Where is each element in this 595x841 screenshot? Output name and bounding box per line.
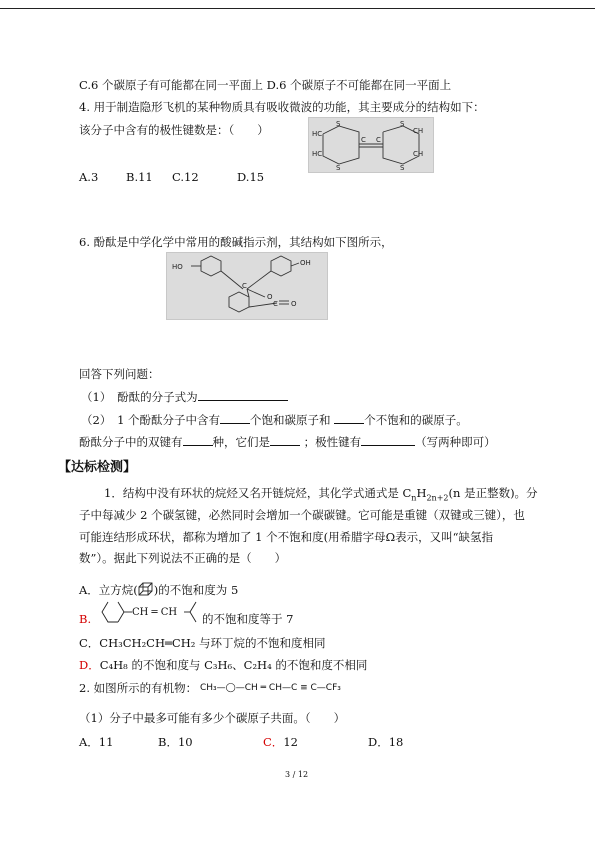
q6-label-c1: C: [242, 282, 247, 290]
q4-ask: 该分子中含有的极性键数是：（ ）: [79, 123, 269, 137]
q4-label-s4: S: [400, 164, 405, 172]
q1-line2: 子中每减少 2 个碳氢键，必然同时会增加一个碳碳键。它可能是重键（双键或三键），也: [79, 508, 525, 522]
q1-option-c: C．CH₃CH₂CH═CH₂ 与环丁烷的不饱和度相同: [79, 636, 326, 650]
q1-option-a: [79, 582, 238, 597]
q6-label-o2: O: [291, 300, 297, 308]
q1-option-b-structure: [100, 598, 202, 632]
q4-label-hc1: HC: [312, 130, 323, 138]
q6-part2: [81, 412, 468, 427]
q2-option-c-letter: C．: [263, 735, 284, 749]
q1-line3: 可能连结形成环状，都称为增加了 1 个不饱和度(用希腊字母Ω表示，又叫“缺氢指: [79, 530, 494, 544]
q6-part2-text-a: （2） 1 个酚酞分子中含有: [81, 413, 221, 427]
q1-option-b-chain: CH ═ CH: [132, 607, 178, 618]
q4-option-d: D.15: [237, 170, 265, 184]
q4-stem: 4. 用于制造隐形飞机的某种物质具有吸收微波的功能，其主要成分的结构如下：: [79, 100, 485, 114]
q2-option-c: [263, 735, 298, 749]
q3-options-line: C.6 个碳原子有可能都在同一平面上 D.6 个碳原子不可能都在同一平面上: [79, 78, 452, 92]
q6-part3-text-d: （写两种即可）: [415, 435, 496, 449]
q4-option-a: A.3: [79, 170, 99, 184]
q6-part1: [81, 389, 288, 404]
q6-label-o1: O: [267, 293, 273, 301]
q2-stem: 2. 如图所示的有机物：: [79, 681, 198, 695]
q2-formula: CH₃—◯—CH ═ CH—C ≡ C—CF₃: [200, 683, 341, 693]
q1-line1-text-b: (n 是正整数)。分: [448, 486, 538, 500]
q4-label-ch2: CH: [413, 150, 424, 158]
q6-unsaturated-blank[interactable]: [334, 412, 364, 424]
q1-line4: 数”）。据此下列说法不正确的是（ ）: [79, 551, 287, 565]
q6-part1-text: （1） 酚酞的分子式为: [81, 390, 198, 404]
q6-part3-text-a: 酚酞分子中的双键有: [79, 435, 183, 449]
q4-label-ch1: CH: [413, 127, 424, 135]
q4-label-hc2: HC: [312, 150, 323, 158]
q2-option-b: B．10: [158, 735, 193, 749]
q6-double-bond-types-blank[interactable]: [270, 434, 300, 446]
q4-structure-image: [308, 117, 434, 173]
q6-label-c2: C: [273, 300, 278, 308]
q1-option-b-letter: B.: [79, 612, 92, 626]
q2-sub1: （1）分子中最多可能有多少个碳原子共面。（ ）: [79, 711, 346, 725]
q4-option-b: B.11: [126, 170, 153, 184]
section-title: 【达标检测】: [58, 460, 137, 475]
q1-option-d-text: C₄H₈ 的不饱和度与 C₃H₆、C₂H₄ 的不饱和度不相同: [99, 658, 368, 672]
q6-label-ho: HO: [172, 263, 183, 271]
q4-label-s3: S: [400, 120, 405, 128]
q2-option-c-value: 12: [283, 735, 298, 749]
q4-label-s1: S: [336, 120, 341, 128]
q1-option-d-letter: D．: [79, 658, 100, 672]
cubane-icon: [138, 582, 154, 596]
q6-formula-blank[interactable]: [198, 389, 288, 401]
q6-structure-image: [166, 252, 328, 320]
q1-option-a-text-b: )的不饱和度为 5: [153, 583, 239, 597]
q1-line1-text-a: 1．结构中没有环状的烷烃又名开链烷烃，其化学式通式是 C: [104, 486, 412, 500]
q2-option-d: D．18: [368, 735, 404, 749]
q6-part2-text-c: 个不饱和的碳原子。: [364, 413, 468, 427]
q6-stem: 6. 酚酞是中学化学中常用的酸碱指示剂，其结构如下图所示，: [79, 235, 393, 249]
q6-saturated-blank[interactable]: [220, 412, 250, 424]
q4-label-s2: S: [336, 164, 341, 172]
q1-line1: 1．结构中没有环状的烷烃又名开链烷烃，其化学式通式是 $C_nH_{2n+2}(n$ 是正整数)。分: [104, 486, 538, 503]
page-number: 3 / 12: [285, 770, 309, 779]
q6-part3-text-c: ；极性键有: [303, 435, 362, 449]
header-rule: [0, 8, 595, 9]
q4-option-c: C.12: [172, 170, 199, 184]
q1-option-d: [79, 658, 367, 672]
q6-double-bond-blank[interactable]: [183, 434, 213, 446]
q2-option-a: A．11: [79, 735, 114, 749]
q4-label-c1: C: [361, 136, 366, 144]
q1-option-b-text: 的不饱和度等于 7: [202, 612, 294, 626]
q1-option-a-text-a: A．立方烷(: [79, 583, 138, 597]
q6-part3: [79, 434, 496, 449]
q6-part2-text-b: 个饱和碳原子和: [250, 413, 331, 427]
q4-label-c2: C: [376, 136, 381, 144]
q6-label-oh: OH: [300, 259, 311, 267]
q6-answer-intro: 回答下列问题：: [79, 367, 160, 381]
q6-polar-bond-blank[interactable]: [361, 434, 415, 446]
q6-part3-text-b: 种，它们是: [212, 435, 270, 449]
